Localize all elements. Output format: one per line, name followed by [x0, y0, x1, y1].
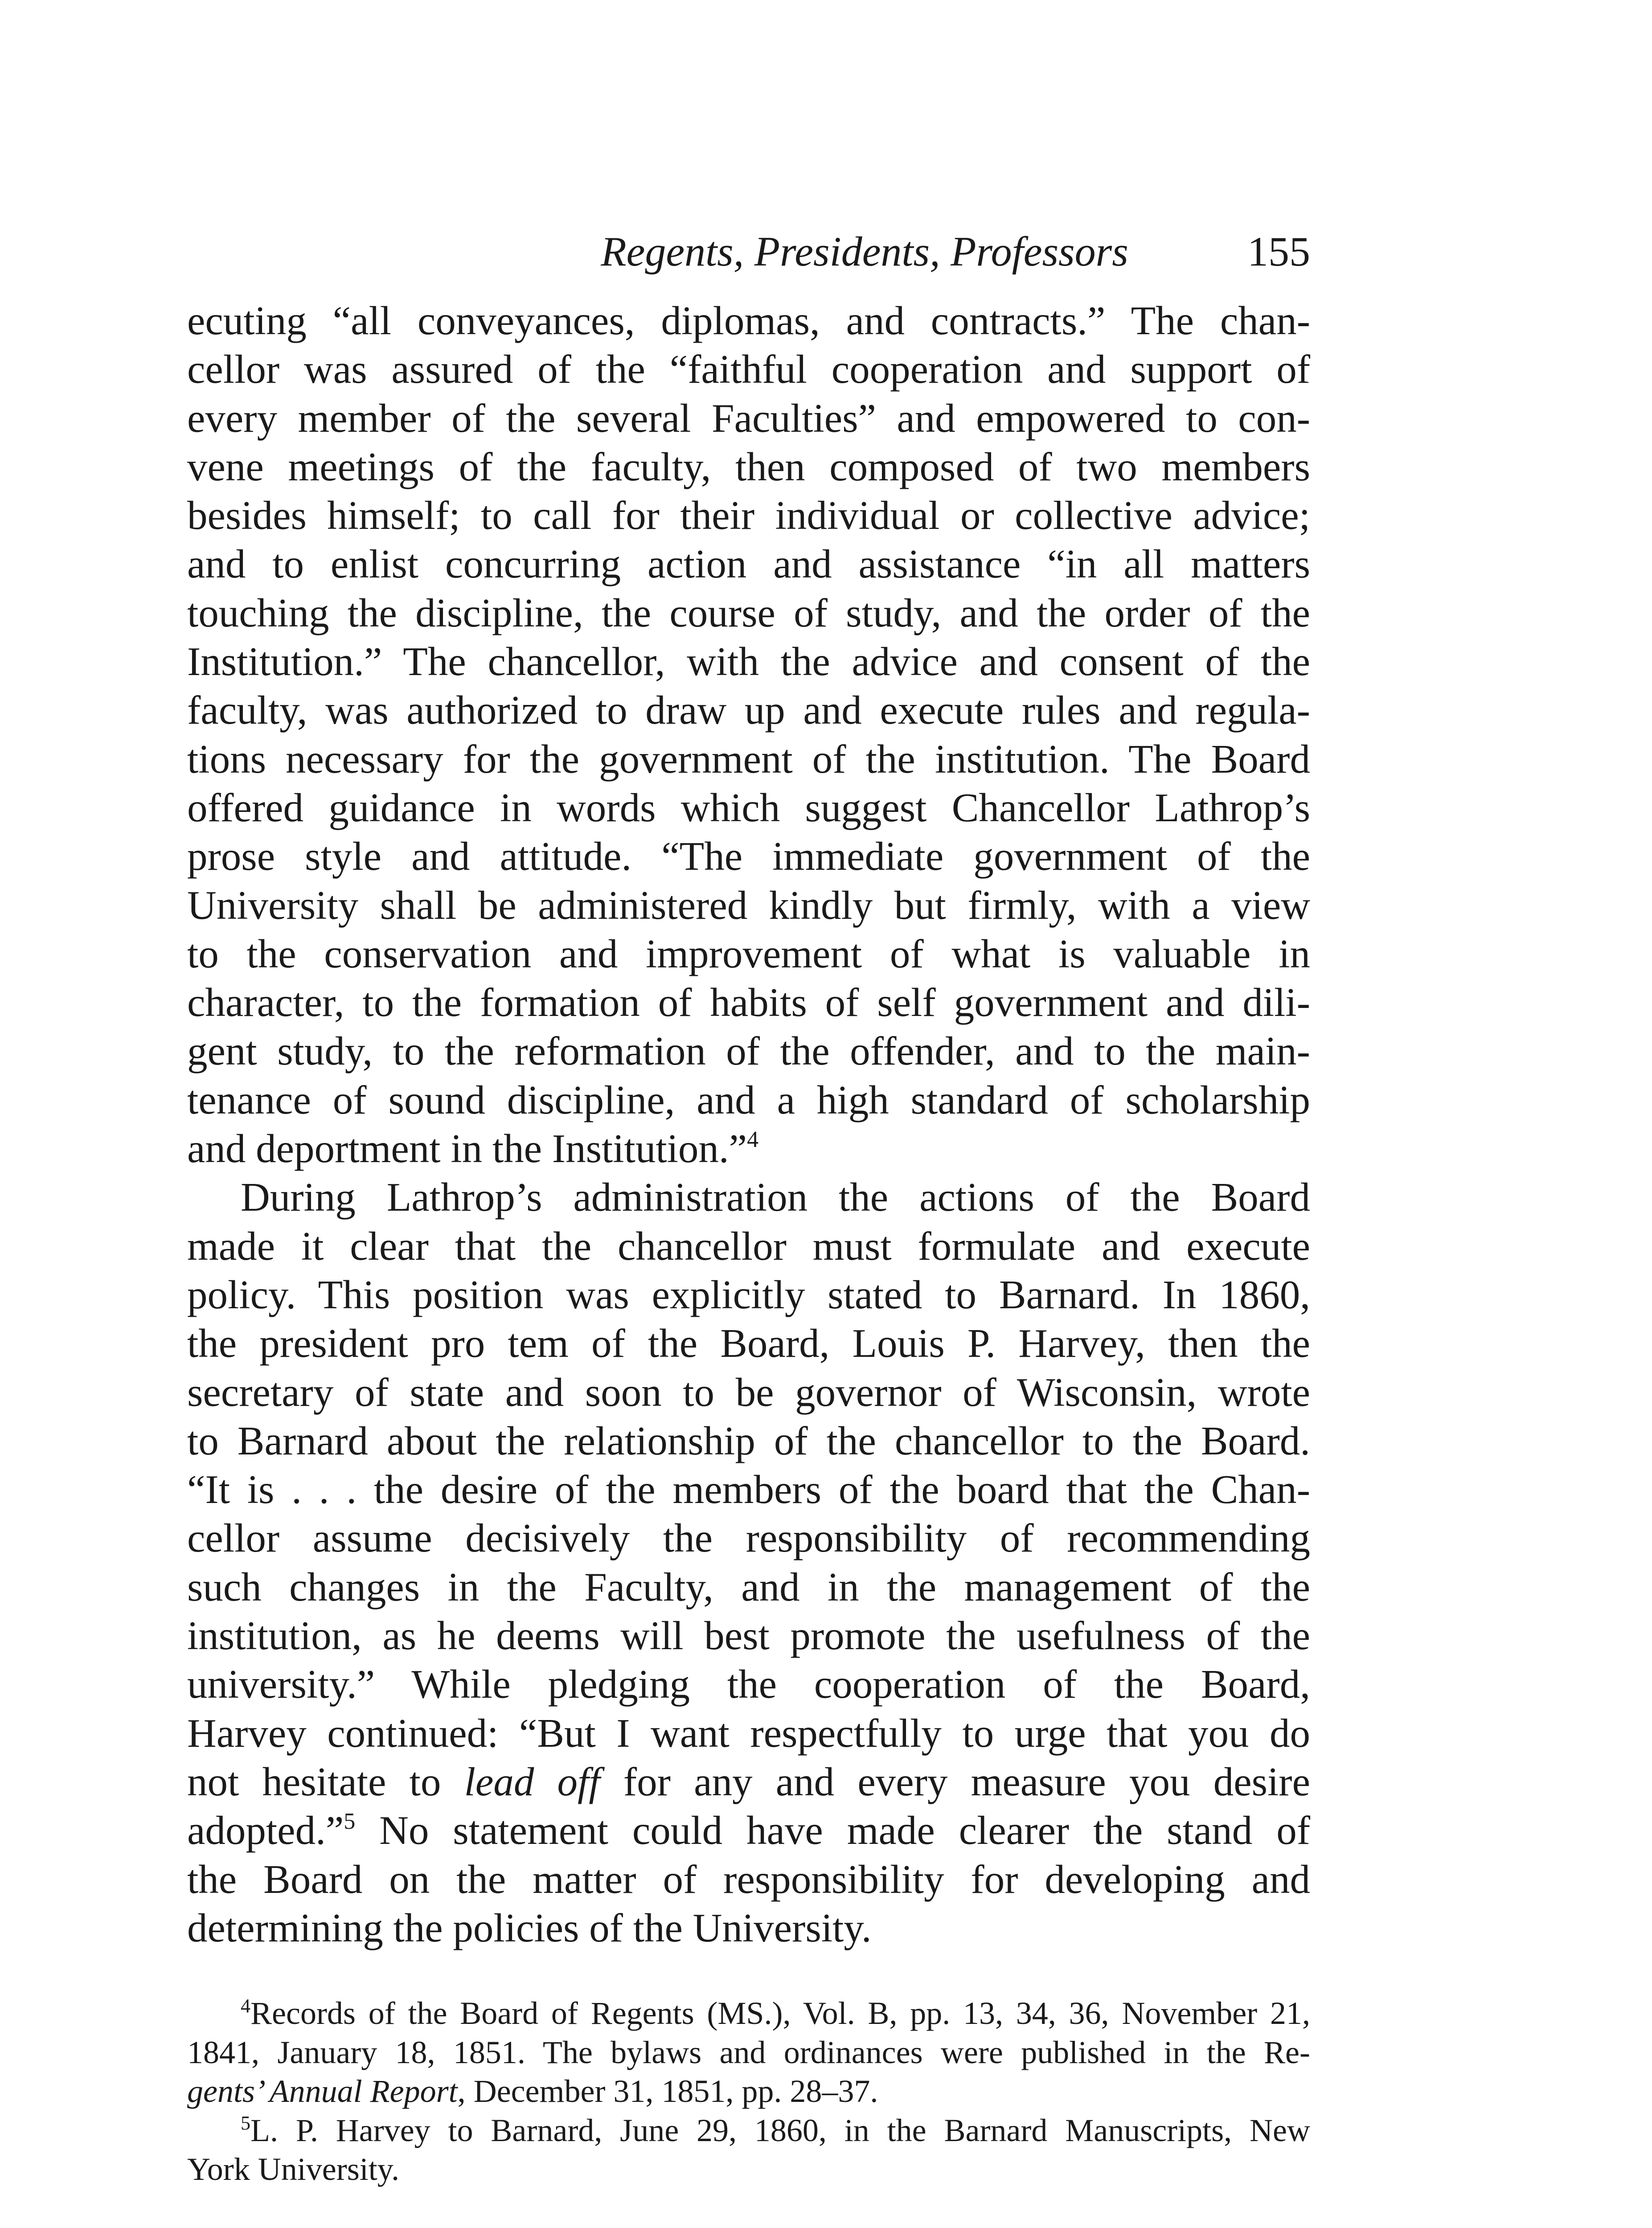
text-line: tions necessary for the government of the institution. The Board [187, 736, 1310, 782]
footnote-reference: 4 [747, 1127, 759, 1153]
footnote-5 [187, 2111, 1310, 2189]
footnote-line: 1841, January 18, 1851. The bylaws and ordinances were published in the Re- [187, 2034, 1310, 2070]
text-line: such changes in the Faculty, and in the management of the [187, 1564, 1310, 1610]
footnote-line [187, 2111, 1310, 2150]
text-line: to Barnard about the relationship of the chancellor to the Board. [187, 1418, 1310, 1463]
text-line: ecuting “all conveyances, diplomas, and contracts.” The chan- [187, 298, 1310, 343]
text-line: to the conservation and improvement of what is valuable in [187, 931, 1310, 976]
footnote-marker: 5 [241, 2112, 250, 2134]
text-line: character, to the formation of habits of self government and dili- [187, 980, 1310, 1025]
page-number: 155 [1247, 229, 1310, 275]
text-line: During Lathrop’s administration the actions of the Board [241, 1175, 1310, 1220]
text-line: made it clear that the chancellor must formulate and execute [187, 1223, 1310, 1269]
text-line: institution, as he deems will best promote the usefulness of the [187, 1613, 1310, 1659]
text-line [187, 1806, 1310, 1855]
text-line: every member of the several Faculties” and empowered to con- [187, 395, 1310, 441]
text-fragment: for any and every measure you desire [600, 1759, 1310, 1804]
footnote-4 [187, 1994, 1310, 2111]
text-line: vene meetings of the faculty, then composed of two members [187, 444, 1310, 489]
text-line: secretary of state and soon to be governor of Wisconsin, wrote [187, 1369, 1310, 1415]
text-fragment: and deportment in the Institution.” [187, 1126, 747, 1171]
text-line: the Board on the matter of responsibility for developing and [187, 1856, 1310, 1902]
text-line: University shall be administered kindly but firmly, with a view [187, 882, 1310, 928]
text-line: besides himself; to call for their individual or collective advice; [187, 493, 1310, 538]
text-fragment: not hesitate to [187, 1759, 464, 1804]
footnote-reference: 5 [344, 1809, 356, 1835]
text-line: Institution.” The chancellor, with the advice and consent of the [187, 639, 1310, 684]
footnote-line [187, 2072, 1310, 2111]
text-line: touching the discipline, the course of study, and the order of the [187, 590, 1310, 635]
text-line: “It is . . . the desire of the members of the board that the Chan- [187, 1467, 1310, 1512]
text-line: university.” While pledging the cooperation of the Board, [187, 1662, 1310, 1707]
text-line: cellor assume decisively the responsibility of recommending [187, 1515, 1310, 1561]
text-line [187, 1757, 1310, 1806]
publication-title: gents’ Annual Report [187, 2073, 458, 2109]
text-fragment: adopted.” [187, 1808, 344, 1853]
footnote-text: , December 31, 1851, pp. 28–37. [457, 2073, 878, 2109]
running-title: Regents, Presidents, Professors [601, 229, 1128, 275]
body-text [187, 296, 1310, 1952]
paragraph [187, 1173, 1310, 1952]
emphasized-text: lead off [464, 1759, 600, 1804]
footnote-text: L. P. Harvey to Barnard, June 29, 1860, in the Barnard Manuscripts, New [250, 2112, 1310, 2148]
text-line: faculty, was authorized to draw up and execute rules and regula- [187, 688, 1310, 733]
text-line: the president pro tem of the Board, Louis P. Harvey, then the [187, 1321, 1310, 1366]
text-line: offered guidance in words which suggest Chancellor Lathrop’s [187, 785, 1310, 830]
footnote-line [187, 1994, 1310, 2033]
footnote-marker: 4 [241, 1995, 250, 2017]
footnote-line: York University. [187, 2151, 400, 2187]
text-line: tenance of sound discipline, and a high standard of scholarship [187, 1077, 1310, 1122]
text-line [187, 1124, 1310, 1173]
text-fragment: No statement could have made clearer the stand of [355, 1808, 1310, 1853]
text-line: gent study, to the reformation of the offender, and to the main- [187, 1028, 1310, 1074]
footnote-text: Records of the Board of Regents (MS.), Vol. B, pp. 13, 34, 36, November 21, [250, 1995, 1310, 2031]
text-line: policy. This position was explicitly stated to Barnard. In 1860, [187, 1272, 1310, 1317]
text-line: and to enlist concurring action and assistance “in all matters [187, 541, 1310, 587]
text-line: cellor was assured of the “faithful cooperation and support of [187, 347, 1310, 392]
footnotes [187, 1994, 1310, 2189]
text-line: Harvey continued: “But I want respectfully to urge that you do [187, 1710, 1310, 1756]
paragraph [187, 296, 1310, 1173]
text-line: determining the policies of the University. [187, 1905, 872, 1950]
text-line: prose style and attitude. “The immediate government of the [187, 834, 1310, 879]
